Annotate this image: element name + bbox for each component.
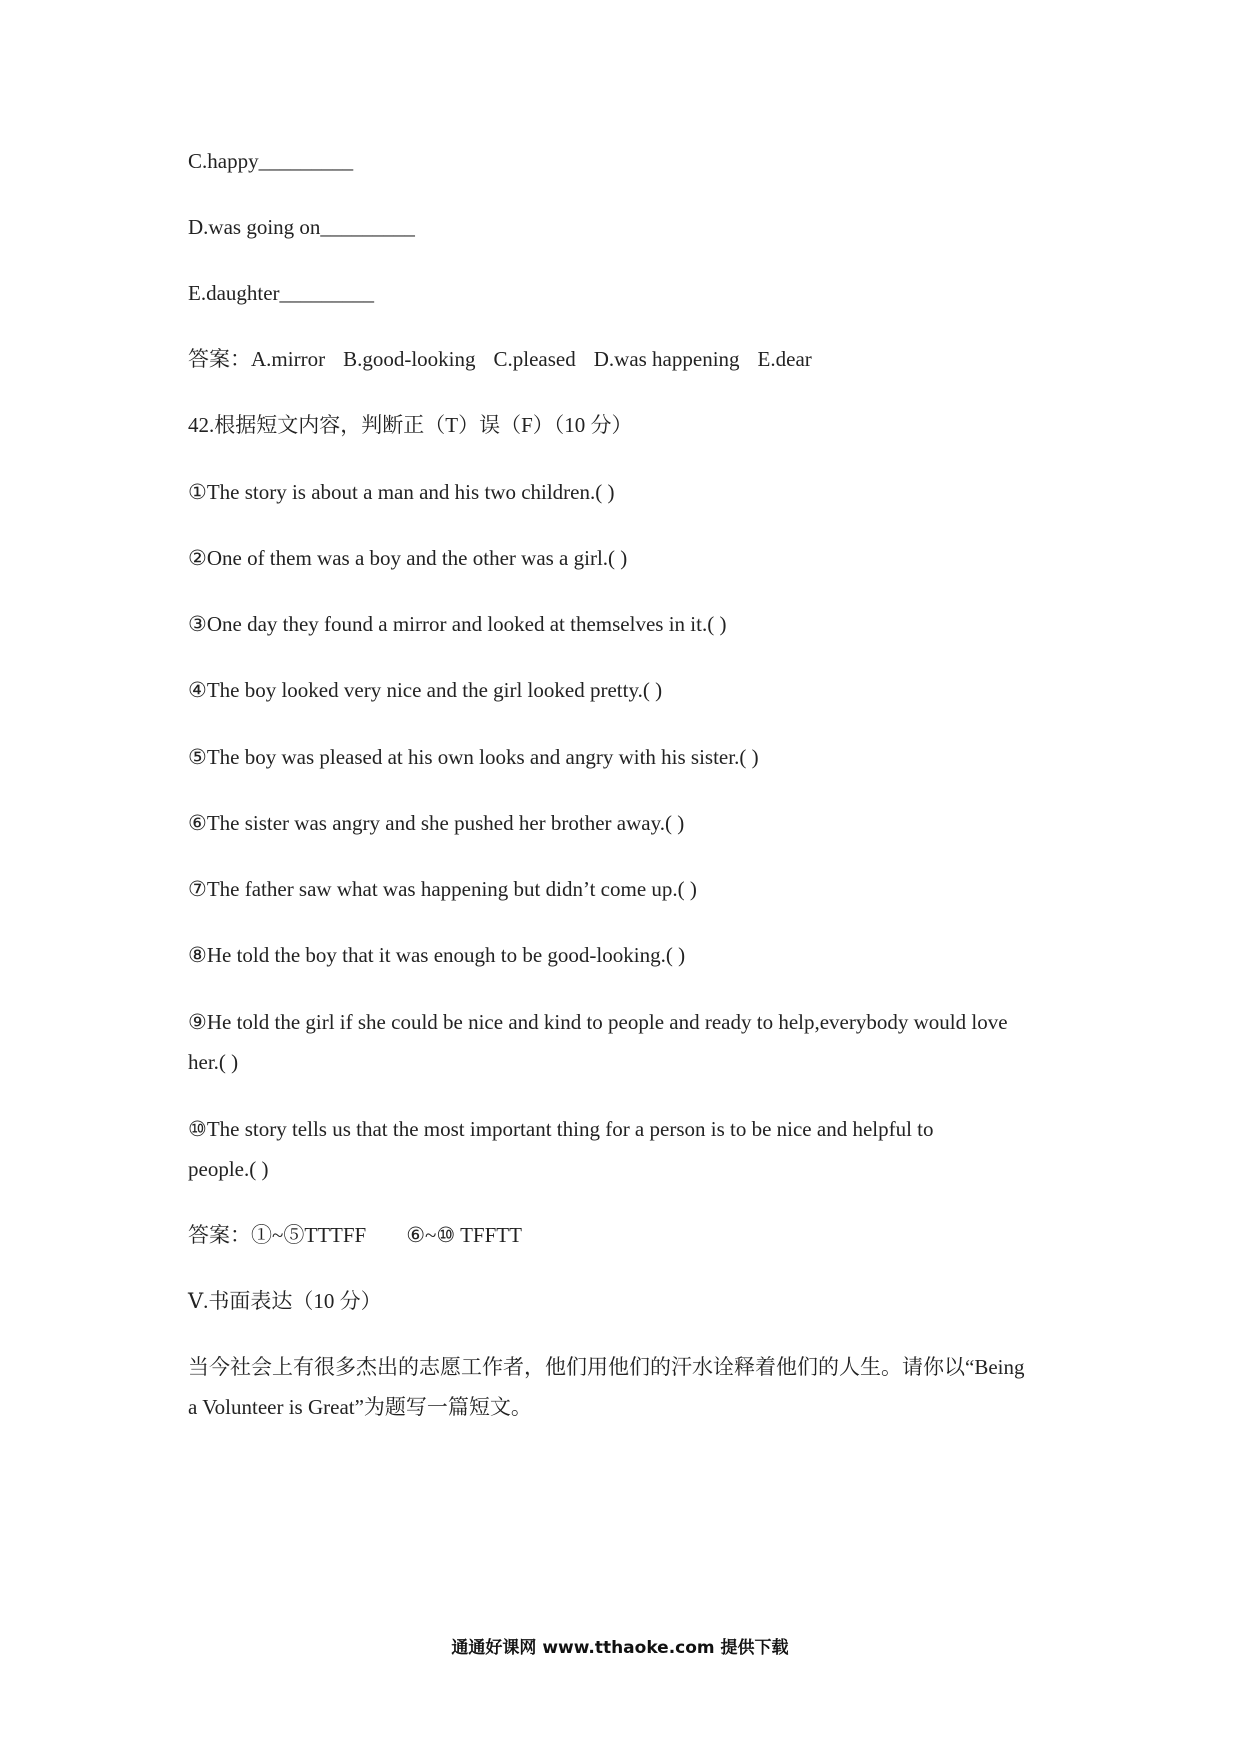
section-5-title: Ⅴ.书面表达（10 分） [188,1289,382,1313]
answer-prefix: 答案： [188,347,251,371]
answer-item: B.good-looking [343,347,476,371]
tf-item-2: ②One of them was a boy and the other was a girl.( ) [188,546,628,570]
tf-item-10-line2: people.( ) [188,1157,269,1181]
writing-prompt-line1: 当今社会上有很多杰出的志愿工作者，他们用他们的汗水诠释着他们的人生。请你以“Being [188,1355,1025,1379]
tf-item-5: ⑤The boy was pleased at his own looks and angry with his sister.( ) [188,745,759,769]
answer-item: E.dear [757,347,812,371]
answer-item: C.pleased [493,347,576,371]
answer-42 [188,1221,522,1249]
answer-41 [188,345,812,373]
tf-item-3: ③One day they found a mirror and looked at themselves in it.( ) [188,612,727,636]
answer-part: ⑥~⑩ TFFTT [406,1223,522,1247]
option-d: D.was going on_________ [188,215,415,239]
tf-item-9-line1: ⑨He told the girl if she could be nice and kind to people and ready to help,everybody would love [188,1010,1008,1034]
tf-item-9-line2: her.( ) [188,1050,239,1074]
page-footer: 通通好课网 www.tthaoke.com 提供下载 [451,1638,789,1658]
tf-item-10-line1: ⑩The story tells us that the most important thing for a person is to be nice and helpful to [188,1117,934,1141]
tf-item-7: ⑦The father saw what was happening but didn’t come up.( ) [188,877,697,901]
option-c: C.happy_________ [188,149,354,173]
answer-prefix: 答案： [188,1223,251,1247]
tf-item-6: ⑥The sister was angry and she pushed her brother away.( ) [188,811,685,835]
answer-item: D.was happening [593,347,740,371]
writing-prompt-line2: a Volunteer is Great”为题写一篇短文。 [188,1395,532,1419]
answer-item: A.mirror [251,347,326,371]
tf-item-1: ①The story is about a man and his two children.( ) [188,480,615,504]
question-42-title: 42.根据短文内容，判断正（T）误（F）（10 分） [188,413,633,437]
tf-item-4: ④The boy looked very nice and the girl looked pretty.( ) [188,678,663,702]
tf-item-8: ⑧He told the boy that it was enough to be good-looking.( ) [188,943,686,967]
option-e: E.daughter_________ [188,281,375,305]
answer-part: ①~⑤TTTFF [251,1223,367,1247]
